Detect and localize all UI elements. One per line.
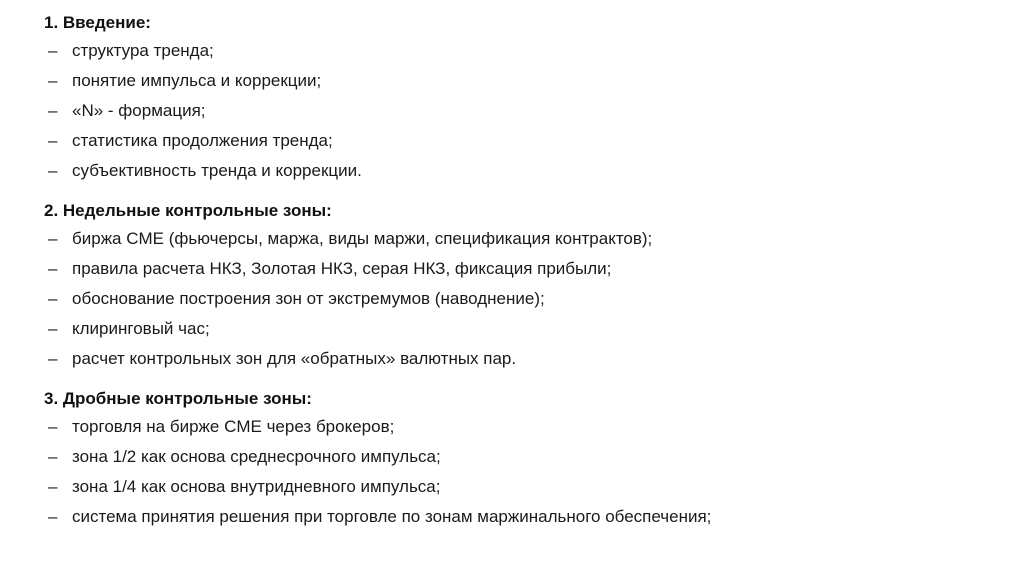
dash-bullet: –: [48, 101, 58, 120]
list-item-text: зона 1/2 как основа среднесрочного импульса;: [72, 447, 441, 466]
dash-bullet: –: [48, 477, 58, 496]
dash-bullet: –: [48, 289, 58, 308]
list-item-text: «N» - формация;: [72, 101, 206, 120]
dash-bullet: –: [48, 161, 58, 180]
list-item: [44, 66, 1004, 96]
list-item-text: структура тренда;: [72, 41, 214, 60]
section-fractional-zones: [44, 386, 1004, 532]
list-item: [44, 344, 1004, 374]
dash-bullet: –: [48, 319, 58, 338]
list-item: [44, 36, 1004, 66]
list-item: [44, 156, 1004, 186]
list-item-text: понятие импульса и коррекции;: [72, 71, 322, 90]
section-heading: 3. Дробные контрольные зоны:: [44, 389, 312, 408]
document-body: [44, 10, 1004, 544]
list-item: [44, 314, 1004, 344]
list-item: [44, 472, 1004, 502]
list-item-text: субъективность тренда и коррекции.: [72, 161, 362, 180]
dash-bullet: –: [48, 229, 58, 248]
section-introduction: [44, 10, 1004, 186]
list-item-text: зона 1/4 как основа внутридневного импульса;: [72, 477, 441, 496]
list-item: [44, 502, 1004, 532]
dash-bullet: –: [48, 447, 58, 466]
list-item-text: торговля на бирже CME через брокеров;: [72, 417, 395, 436]
dash-bullet: –: [48, 131, 58, 150]
list-item: [44, 254, 1004, 284]
list-item-text: статистика продолжения тренда;: [72, 131, 333, 150]
section-heading: 2. Недельные контрольные зоны:: [44, 201, 332, 220]
dash-bullet: –: [48, 417, 58, 436]
section-heading: 1. Введение:: [44, 13, 151, 32]
list-item-text: система принятия решения при торговле по зонам маржинального обеспечения;: [72, 507, 712, 526]
list-item: [44, 126, 1004, 156]
list-item-text: биржа CME (фьючерсы, маржа, виды маржи, спецификация контрактов);: [72, 229, 653, 248]
list-item-text: правила расчета НКЗ, Золотая НКЗ, серая НКЗ, фиксация прибыли;: [72, 259, 612, 278]
dash-bullet: –: [48, 259, 58, 278]
dash-bullet: –: [48, 41, 58, 60]
list-item-text: клиринговый час;: [72, 319, 210, 338]
dash-bullet: –: [48, 349, 58, 368]
dash-bullet: –: [48, 71, 58, 90]
list-item: [44, 224, 1004, 254]
list-item: [44, 96, 1004, 126]
list-item: [44, 412, 1004, 442]
list-item-text: обоснование построения зон от экстремумов (наводнение);: [72, 289, 545, 308]
list-item: [44, 442, 1004, 472]
section-weekly-zones: [44, 198, 1004, 374]
list-item-text: расчет контрольных зон для «обратных» валютных пар.: [72, 349, 517, 368]
dash-bullet: –: [48, 507, 58, 526]
list-item: [44, 284, 1004, 314]
